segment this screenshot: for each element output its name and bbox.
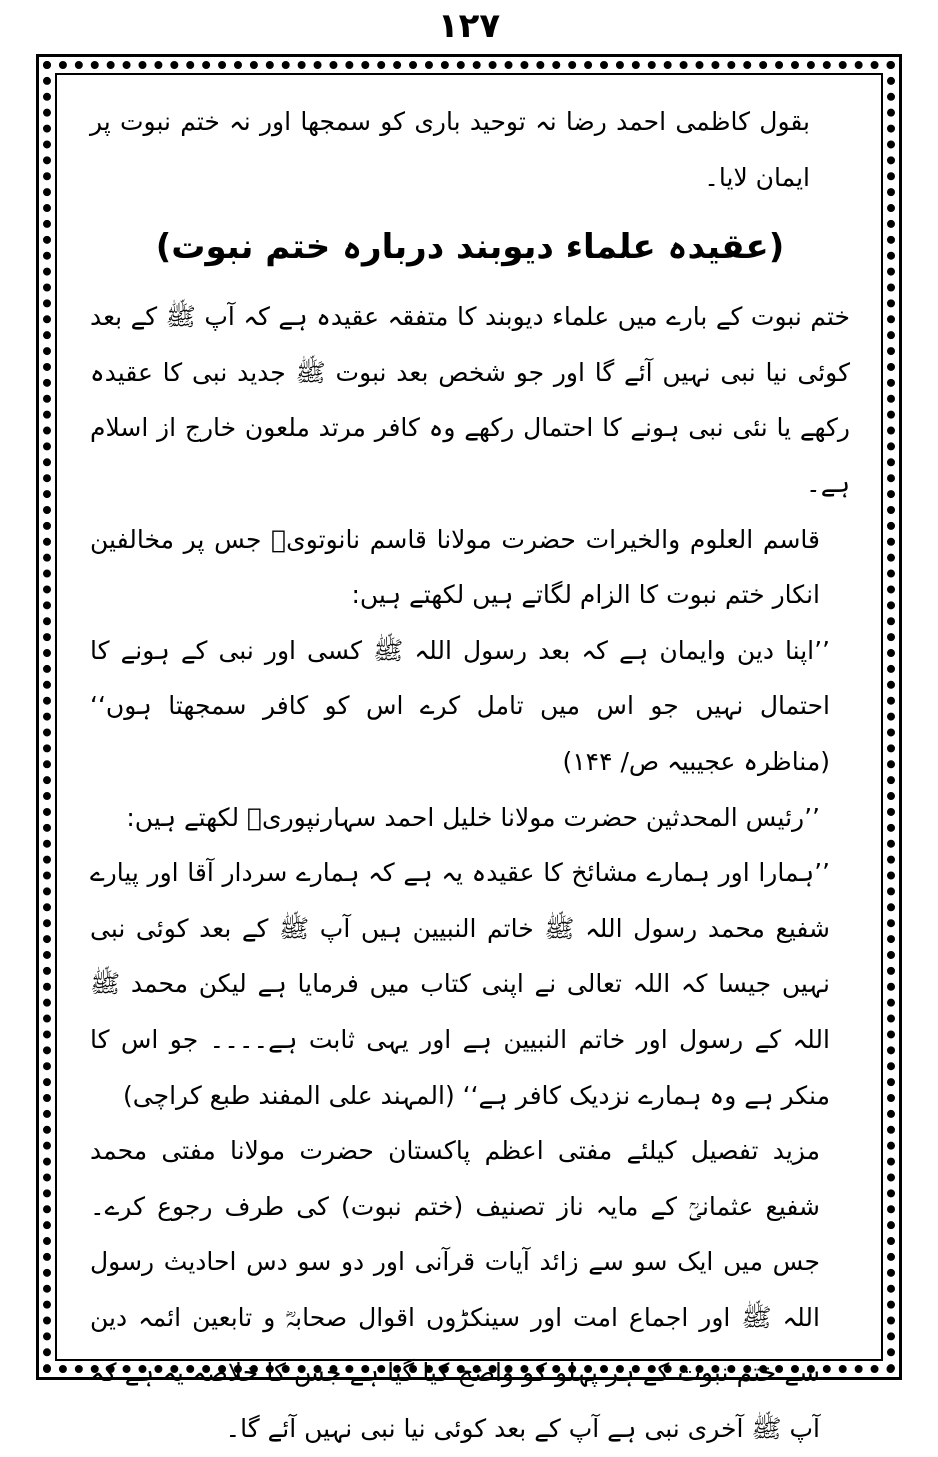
paragraph-nanotvi-quote: ’’اپنا دین وایمان ہے کہ بعد رسول اللہ ﷺ کسی اور نبی کے ہونے کا احتمال نہیں جو اس میں تامل کرے اس کو کافر سمجھتا ہوں‘‘ (مناظرہ عجیبیہ ص/ ۱۴۴) [90, 635, 830, 776]
intro-line: بقول کاظمی احمد رضا نہ توحید باری کو سمجھا اور نہ ختم نبوت پر ایمان لایا۔ [90, 107, 810, 192]
paragraph-belief: ختم نبوت کے بارے میں علماء دیوبند کا متفقہ عقیدہ ہے کہ آپ ﷺ کے بعد کوئی نیا نبی نہیں آئے گا اور جو شخص بعد نبوت ﷺ جدید نبی کا عقیدہ رکھے یا نئی نبی ہونے کا احتمال رکھے وہ کافر مرتد ملعون خارج از اسلام ہے۔ [90, 302, 850, 498]
paragraph-saharanpuri-intro: ’’رئیس المحدثین حضرت مولانا خلیل احمد سہارنپوریؒ لکھتے ہیں: [126, 802, 820, 832]
page-content [90, 94, 850, 1457]
paragraph-further-reading: مزید تفصیل کیلئے مفتی اعظم پاکستان حضرت مولانا مفتی محمد شفیع عثمانیؒ کے مایہ ناز تصنیف (ختم نبوت) کی طرف رجوع کرے۔ جس میں ایک سو سے زائد آیات قرآنی اور دو سو دس احادیث رسول اللہ ﷺ اور اجماع امت اور سینکڑوں اقوال صحابہؓ و تابعین ائمہ دین سے ختم نبوت کے ہر پہلو کو واضح کیا گیا ہے جس کا خلاصہ یہ ہے کہ آپ ﷺ آخری نبی ہے آپ کے بعد کوئی نیا نبی نہیں آئے گا۔ [90, 1136, 820, 1444]
page-number: ۱۲۷ [437, 6, 501, 46]
paragraph-nanotvi-intro: قاسم العلوم والخیرات حضرت مولانا قاسم نانوتویؒ جس پر مخالفین انکار ختم نبوت کا الزام لگاتے ہیں لکھتے ہیں: [90, 524, 820, 610]
section-heading: (عقیدہ علماء دیوبند دربارہ ختم نبوت) [155, 227, 785, 268]
paragraph-saharanpuri-quote: ’’ہمارا اور ہمارے مشائخ کا عقیدہ یہ ہے کہ ہمارے سردار آقا اور پیارے شفیع محمد رسول اللہ ﷺ خاتم النبیین ہیں آپ ﷺ کے بعد کوئی نبی نہیں جیسا کہ اللہ تعالی نے اپنی کتاب میں فرمایا ہے لیکن محمد ﷺ اللہ کے رسول اور خاتم النبیین ہے اور یہی ثابت ہے۔۔۔۔ جو اس کا منکر ہے وہ ہمارے نزدیک کافر ہے‘‘ (المہند علی المفند طبع کراچی) [90, 858, 830, 1110]
